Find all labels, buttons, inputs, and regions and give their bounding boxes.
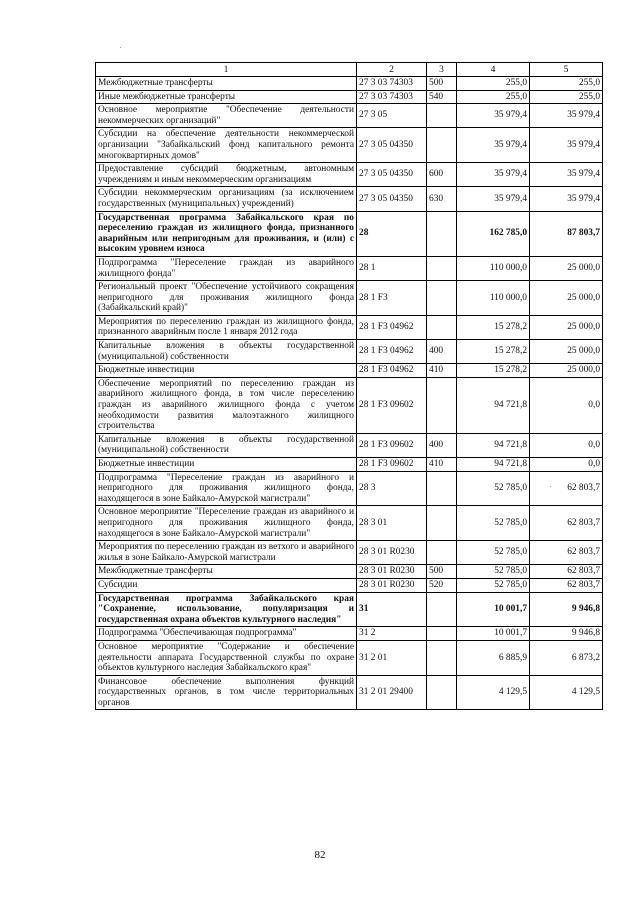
header-col-3: 3 <box>427 63 457 77</box>
row-value-year-2: 0,0 <box>530 377 603 433</box>
row-value-year-2: 4 129,5 <box>530 675 603 710</box>
row-value-year-2: 35 979,4 <box>530 104 603 128</box>
row-expense-kind: 540 <box>427 90 457 104</box>
table-row <box>96 433 603 457</box>
row-value-year-1: 94 721,8 <box>457 458 530 472</box>
row-value-year-1: 52 785,0 <box>457 506 530 541</box>
table-row <box>96 315 603 339</box>
row-value-year-1: 110 000,0 <box>457 256 530 280</box>
row-value-year-1: 10 001,7 <box>457 627 530 641</box>
row-code: 28 1 F3 09602 <box>357 458 427 472</box>
row-expense-kind <box>427 281 457 316</box>
row-name: Региональный проект "Обеспечение устойчивого сокращения непригодного для проживания жилищного фонда (Забайкальский край)" <box>96 281 357 316</box>
row-value-year-1: 15 278,2 <box>457 315 530 339</box>
row-name: Субсидии некоммерческим организациям (за исключением государственных (муниципальных) учреждений) <box>96 187 357 211</box>
table-row <box>96 104 603 128</box>
row-expense-kind: 410 <box>427 458 457 472</box>
row-value-year-1: 4 129,5 <box>457 675 530 710</box>
row-expense-kind <box>427 128 457 163</box>
row-value-year-1: 35 979,4 <box>457 187 530 211</box>
row-code: 31 2 <box>357 627 427 641</box>
table-row <box>96 90 603 104</box>
row-expense-kind <box>427 627 457 641</box>
row-name: Межбюджетные трансферты <box>96 565 357 579</box>
table-row <box>96 592 603 627</box>
row-name: Капитальные вложения в объекты государственной (муниципальной) собственности <box>96 340 357 364</box>
row-value-year-2: 62 803,7 <box>530 578 603 592</box>
row-value-year-1: 15 278,2 <box>457 340 530 364</box>
table-row <box>96 565 603 579</box>
table-row <box>96 187 603 211</box>
table-header-row <box>96 63 603 77</box>
table-row <box>96 675 603 710</box>
row-name: Подпрограмма "Переселение граждан из аварийного жилищного фонда" <box>96 256 357 280</box>
row-name: Подпрограмма "Переселение граждан из аварийного и непригодного для проживания жилищного фонда, находящегося в зоне Байкало-Амурской магистрали" <box>96 471 357 506</box>
header-col-2: 2 <box>357 63 427 77</box>
row-value-year-2: 6 873,2 <box>530 640 603 675</box>
row-expense-kind <box>427 541 457 565</box>
row-value-year-2: 35 979,4 <box>530 187 603 211</box>
row-expense-kind: 400 <box>427 340 457 364</box>
table-row <box>96 256 603 280</box>
page-number: 82 <box>314 849 326 861</box>
row-name: Межбюджетные трансферты <box>96 77 357 91</box>
row-expense-kind <box>427 592 457 627</box>
row-code: 31 2 01 <box>357 640 427 675</box>
row-value-year-2: 0,0 <box>530 458 603 472</box>
row-expense-kind: 600 <box>427 163 457 187</box>
row-code: 27 3 05 <box>357 104 427 128</box>
row-value-year-2: 255,0 <box>530 90 603 104</box>
row-expense-kind <box>427 256 457 280</box>
row-name: Мероприятия по переселению граждан из ветхого и аварийного жилья в зоне Байкало-Амурской магистрали <box>96 541 357 565</box>
row-expense-kind <box>427 315 457 339</box>
table-row <box>96 541 603 565</box>
table-row <box>96 364 603 378</box>
table-row <box>96 211 603 256</box>
row-expense-kind: 500 <box>427 77 457 91</box>
row-code: 28 3 01 R0230 <box>357 541 427 565</box>
table-row <box>96 77 603 91</box>
row-value-year-2: 35 979,4 <box>530 128 603 163</box>
row-code: 27 3 05 04350 <box>357 187 427 211</box>
row-expense-kind <box>427 675 457 710</box>
row-value-year-2: 62 803,7 <box>530 541 603 565</box>
row-value-year-2: 255,0 <box>530 77 603 91</box>
table-row <box>96 281 603 316</box>
row-name: Финансовое обеспечение выполнения функций государственных органов, в том числе территориальных органов <box>96 675 357 710</box>
row-code: 28 3 <box>357 471 427 506</box>
row-value-year-2: 25 000,0 <box>530 281 603 316</box>
row-code: 28 1 <box>357 256 427 280</box>
row-expense-kind <box>427 377 457 433</box>
table-row <box>96 128 603 163</box>
row-code: 27 3 05 04350 <box>357 128 427 163</box>
row-code: 28 1 F3 04962 <box>357 315 427 339</box>
row-code: 28 <box>357 211 427 256</box>
budget-table-container <box>95 62 602 710</box>
row-code: 27 3 05 04350 <box>357 163 427 187</box>
row-value-year-2: 0,0 <box>530 433 603 457</box>
row-value-year-2: 35 979,4 <box>530 163 603 187</box>
row-expense-kind <box>427 640 457 675</box>
row-code: 27 3 03 74303 <box>357 77 427 91</box>
row-name: Мероприятия по переселению граждан из жилищного фонда, признанного аварийным после 1 января 2012 года <box>96 315 357 339</box>
table-row <box>96 458 603 472</box>
row-expense-kind <box>427 104 457 128</box>
row-value-year-1: 94 721,8 <box>457 377 530 433</box>
table-row <box>96 163 603 187</box>
header-col-4: 4 <box>457 63 530 77</box>
row-value-year-2: 62 803,7 <box>530 565 603 579</box>
row-value-year-1: 94 721,8 <box>457 433 530 457</box>
row-name: Основное мероприятие "Обеспечение деятельности некоммерческих организаций" <box>96 104 357 128</box>
row-code: 28 3 01 R0230 <box>357 565 427 579</box>
row-name: Подпрограмма "Обеспечивающая подпрограмма" <box>96 627 357 641</box>
row-value-year-2: 9 946,8 <box>530 592 603 627</box>
table-row <box>96 640 603 675</box>
row-value-year-2: 25 000,0 <box>530 315 603 339</box>
row-value-year-1: 6 885,9 <box>457 640 530 675</box>
row-value-year-1: 35 979,4 <box>457 104 530 128</box>
table-row <box>96 627 603 641</box>
row-name: Субсидии <box>96 578 357 592</box>
row-name: Капитальные вложения в объекты государственной (муниципальной) собственности <box>96 433 357 457</box>
row-value-year-2: 9 946,8 <box>530 627 603 641</box>
budget-table-body <box>96 63 603 710</box>
header-col-5: 5 <box>530 63 603 77</box>
row-value-year-2: 25 000,0 <box>530 340 603 364</box>
row-name: Государственная программа Забайкальского края по переселению граждан из жилищного фонда, признанного аварийным или непригодным для проживания, и (или) с высоким уровнем износа <box>96 211 357 256</box>
row-code: 28 3 01 <box>357 506 427 541</box>
row-expense-kind: 400 <box>427 433 457 457</box>
row-name: Субсидии на обеспечение деятельности некоммерческой организации "Забайкальский фонд капитального ремонта многоквартирных домов" <box>96 128 357 163</box>
row-value-year-1: 35 979,4 <box>457 163 530 187</box>
row-code: 28 3 01 R0230 <box>357 578 427 592</box>
row-value-year-2: 62 803,7 <box>530 471 603 506</box>
row-value-year-1: 15 278,2 <box>457 364 530 378</box>
scan-speck <box>120 47 121 48</box>
table-row <box>96 340 603 364</box>
row-code: 28 1 F3 04962 <box>357 340 427 364</box>
table-row <box>96 506 603 541</box>
row-value-year-2: 62 803,7 <box>530 506 603 541</box>
row-name: Основное мероприятие "Содержание и обеспечение деятельности аппарата Государственной службы по охране объектов культурного наследия Забайкальского края" <box>96 640 357 675</box>
row-value-year-2: 87 803,7 <box>530 211 603 256</box>
table-row <box>96 471 603 506</box>
row-code: 28 1 F3 04962 <box>357 364 427 378</box>
row-value-year-1: 162 785,0 <box>457 211 530 256</box>
row-value-year-1: 35 979,4 <box>457 128 530 163</box>
row-code: 28 1 F3 <box>357 281 427 316</box>
row-name: Основное мероприятие "Переселение граждан из аварийного и непригодного для проживания жилищного фонда, находящегося в зоне Байкало-Амурской магистрали" <box>96 506 357 541</box>
table-row <box>96 578 603 592</box>
row-value-year-1: 52 785,0 <box>457 565 530 579</box>
row-expense-kind: 500 <box>427 565 457 579</box>
row-value-year-2: 25 000,0 <box>530 256 603 280</box>
row-code: 28 1 F3 09602 <box>357 377 427 433</box>
row-expense-kind <box>427 506 457 541</box>
row-name: Государственная программа Забайкальского края "Сохранение, использование, популяризация и государственная охрана объектов культурного наследия" <box>96 592 357 627</box>
row-code: 31 <box>357 592 427 627</box>
row-value-year-1: 52 785,0 <box>457 578 530 592</box>
row-value-year-1: 52 785,0 <box>457 471 530 506</box>
row-value-year-1: 255,0 <box>457 77 530 91</box>
budget-table <box>95 62 603 710</box>
row-value-year-2: 25 000,0 <box>530 364 603 378</box>
row-code: 27 3 03 74303 <box>357 90 427 104</box>
row-value-year-1: 255,0 <box>457 90 530 104</box>
row-name: Иные межбюджетные трансферты <box>96 90 357 104</box>
row-expense-kind <box>427 211 457 256</box>
row-expense-kind <box>427 471 457 506</box>
row-code: 28 1 F3 09602 <box>357 433 427 457</box>
row-expense-kind: 520 <box>427 578 457 592</box>
row-name: Бюджетные инвестиции <box>96 458 357 472</box>
row-value-year-1: 110 000,0 <box>457 281 530 316</box>
row-code: 31 2 01 29400 <box>357 675 427 710</box>
row-name: Обеспечение мероприятий по переселению граждан из аварийного жилищного фонда, в том числе переселению граждан из аварийного жилищного фонда с учетом необходимости развития малоэтажного жилищного строительства <box>96 377 357 433</box>
row-expense-kind: 410 <box>427 364 457 378</box>
row-name: Бюджетные инвестиции <box>96 364 357 378</box>
table-row <box>96 377 603 433</box>
header-col-1: 1 <box>96 63 357 77</box>
row-name: Предоставление субсидий бюджетным, автономным учреждениям и иным некоммерческим организациям <box>96 163 357 187</box>
row-value-year-1: 10 001,7 <box>457 592 530 627</box>
row-value-year-1: 52 785,0 <box>457 541 530 565</box>
row-expense-kind: 630 <box>427 187 457 211</box>
